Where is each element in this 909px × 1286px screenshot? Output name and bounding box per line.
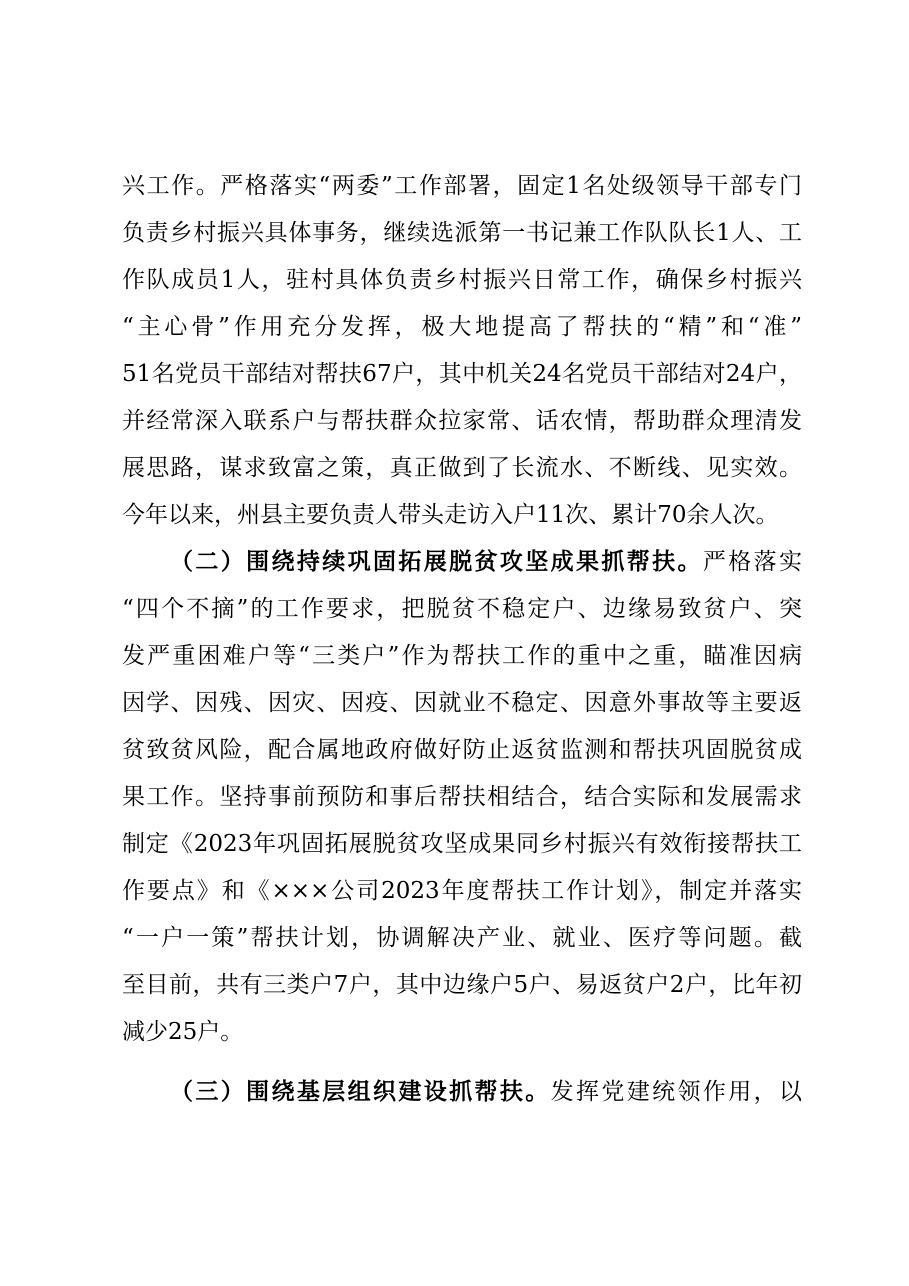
section-2-lead-text: 严格落实	[702, 549, 802, 575]
section-3-first-line	[170, 1072, 802, 1112]
paragraph-line: 51名党员干部结对帮扶67户，其中机关24名党员干部结对24户，	[122, 361, 802, 387]
paragraph-line: 负责乡村振兴具体事务，继续选派第一书记兼工作队队长1人、工	[122, 220, 802, 246]
paragraph-line: 减少25户。	[122, 1019, 244, 1045]
paragraph-line: “主心骨”作用充分发挥，极大地提高了帮扶的“精”和“准”	[122, 314, 802, 340]
paragraph-line: 兴工作。严格落实“两委”工作部署，固定1名处级领导干部专门	[122, 173, 802, 199]
section-3-heading: （三）围绕基层组织建设抓帮扶。	[170, 1078, 551, 1105]
section-2-heading: （二）围绕持续巩固拓展脱贫攻坚成果抓帮扶。	[170, 548, 703, 575]
section-3-lead-text: 发挥党建统领作用，以	[550, 1079, 802, 1105]
paragraph-line: 发严重困难户等“三类户”作为帮扶工作的重中之重，瞄准因病	[122, 643, 802, 669]
paragraph-line: 今年以来，州县主要负责人带头走访入户11次、累计70余人次。	[122, 502, 779, 528]
paragraph-line: 至目前，共有三类户7户，其中边缘户5户、易返贫户2户，比年初	[122, 972, 802, 998]
paragraph-line: “四个不摘”的工作要求，把脱贫不稳定户、边缘易致贫户、突	[122, 596, 802, 622]
paragraph-line: 贫致贫风险，配合属地政府做好防止返贫监测和帮扶巩固脱贫成	[122, 737, 802, 763]
paragraph-line: 并经常深入联系户与帮扶群众拉家常、话农情，帮助群众理清发	[122, 408, 802, 434]
paragraph-line: 制定《2023年巩固拓展脱贫攻坚成果同乡村振兴有效衔接帮扶工	[122, 831, 802, 857]
paragraph-line: “一户一策”帮扶计划，协调解决产业、就业、医疗等问题。截	[122, 925, 802, 951]
paragraph-line: 作要点》和《×××公司2023年度帮扶工作计划》，制定并落实	[122, 878, 802, 904]
paragraph-line: 作队成员1人，驻村具体负责乡村振兴日常工作，确保乡村振兴	[122, 267, 802, 293]
paragraph-line: 展思路，谋求致富之策，真正做到了长流水、不断线、见实效。	[122, 455, 802, 481]
paragraph-line: 因学、因残、因灾、因疫、因就业不稳定、因意外事故等主要返	[122, 690, 802, 716]
section-2-first-line	[170, 542, 802, 582]
paragraph-line: 果工作。坚持事前预防和事后帮扶相结合，结合实际和发展需求	[122, 784, 802, 810]
